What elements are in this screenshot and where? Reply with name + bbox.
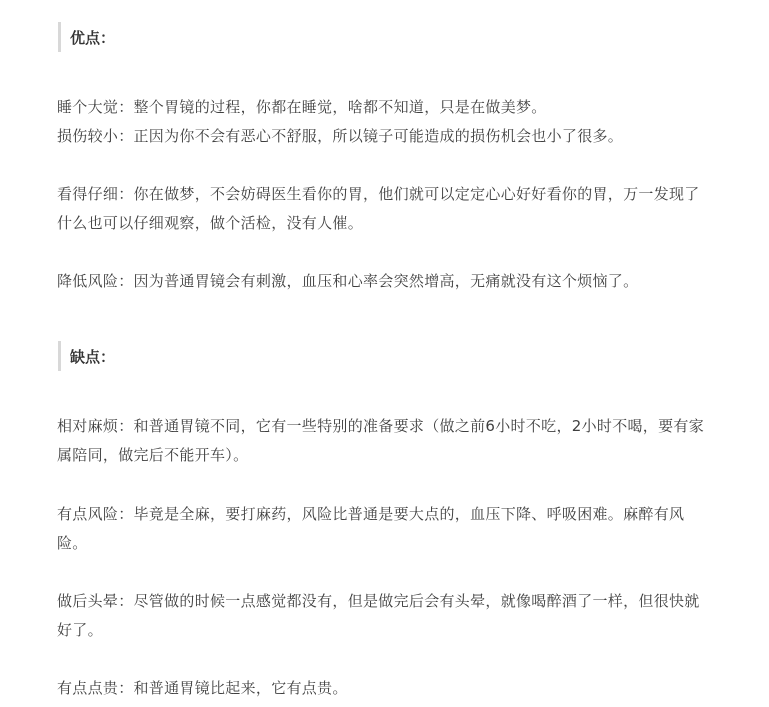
cons-item-risk: 有点风险：毕竟是全麻，要打麻药，风险比普通是要大点的，血压下降、呼吸困难。麻醉有风险。 [57,505,685,552]
pros-item-less-injury: 损伤较小：正因为你不会有恶心不舒服，所以镜子可能造成的损伤机会也小了很多。 [57,127,624,145]
pros-item-lower-risk: 降低风险：因为普通胃镜会有刺激，血压和心率会突然增高，无痛就没有这个烦恼了。 [57,272,639,290]
cons-item-trouble: 相对麻烦：和普通胃镜不同，它有一些特别的准备要求（做之前6小时不吃，2小时不喝，要有家属陪同，做完后不能开车）。 [57,417,704,464]
cons-heading-label: 缺点： [70,347,116,366]
pros-heading-label: 优点： [70,28,116,47]
cons-heading [58,341,115,371]
cons-item-dizziness: 做后头晕：尽管做的时候一点感觉都没有，但是做完后会有头晕，就像喝醉酒了一样，但很快就好了。 [57,592,700,639]
cons-item-cost: 有点点贵：和普通胃镜比起来，它有点贵。 [57,679,348,697]
pros-item-careful-look: 看得仔细：你在做梦，不会妨碍医生看你的胃，他们就可以定定心心好好看你的胃，万一发现了什么也可以仔细观察，做个活检，没有人催。 [57,185,700,232]
pros-item-sleep: 睡个大觉：整个胃镜的过程，你都在睡觉，啥都不知道，只是在做美梦。 [57,98,547,116]
pros-heading [58,22,115,52]
